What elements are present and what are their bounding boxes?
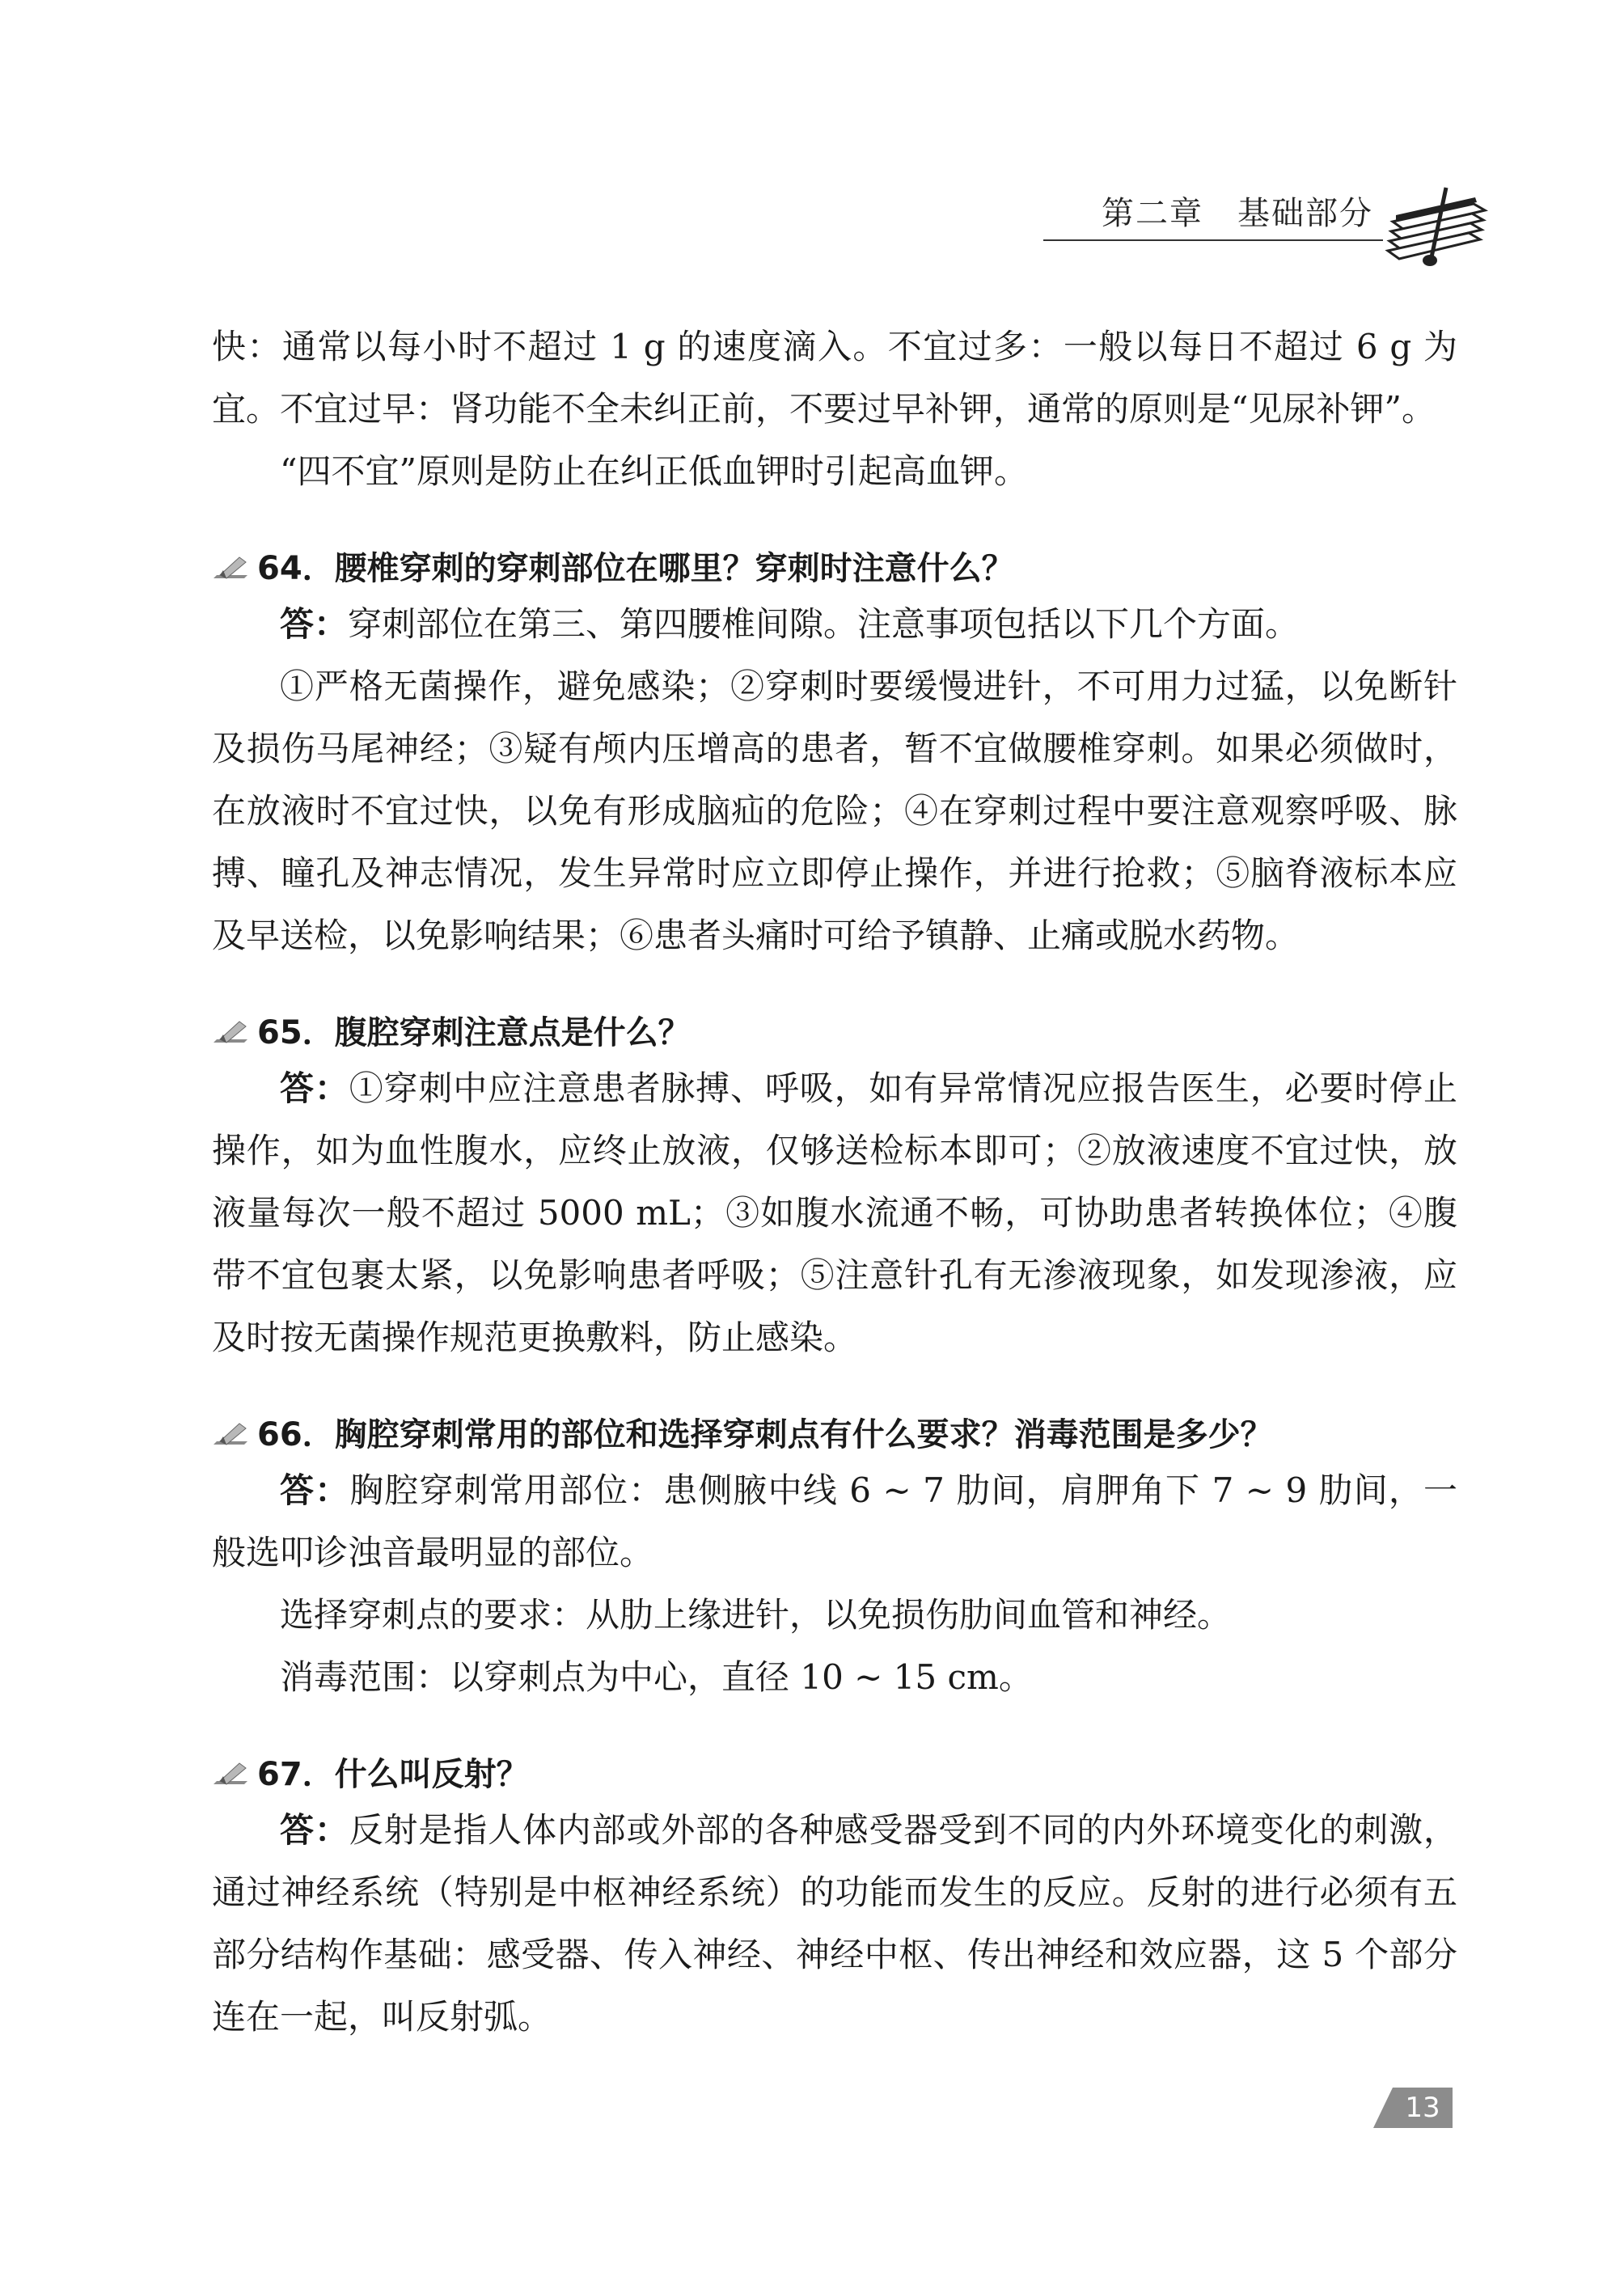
pencil-icon bbox=[212, 1760, 249, 1787]
intro-paragraph: “四不宜”原则是防止在纠正低血钾时引起高血钾。 bbox=[280, 451, 1028, 491]
answer-label: 答： bbox=[280, 1068, 349, 1108]
question-title: 64．腰椎穿刺的穿刺部位在哪里？穿刺时注意什么？ bbox=[257, 550, 1014, 587]
answer-paragraph: ①严格无菌操作，避免感染；②穿刺时要缓慢进针，不可用力过猛，以免断针及损伤马尾神经；③疑有颅内压增高的患者，暂不宜做腰椎穿刺。如果必须做时，在放液时不宜过快，以免有形成脑疝的危险；④在穿刺过程中要注意观察呼吸、脉搏、瞳孔及神志情况，发生异常时应立即停止操作，并进行抢救；⑤脑脊液标本应及早送检，以免影响结果；⑥患者头痛时可给予镇静、止痛或脱水药物。 bbox=[212, 666, 1457, 955]
question-heading bbox=[212, 1750, 1457, 1799]
page-number: 13 bbox=[1405, 2092, 1440, 2124]
question-heading bbox=[212, 1411, 1457, 1459]
question-heading bbox=[212, 544, 1457, 593]
answer-paragraph bbox=[212, 593, 1457, 655]
answer-paragraph bbox=[212, 1459, 1457, 1584]
answer-label: 答： bbox=[280, 604, 349, 644]
running-header bbox=[1043, 183, 1383, 241]
answer-label: 答： bbox=[280, 1470, 350, 1510]
answer-text: ①穿刺中应注意患者脉搏、呼吸，如有异常情况应报告医生，必要时停止操作，如为血性腹水，应终止放液，仅够送检标本即可；②放液速度不宜过快，放液量每次一般不超过 5000 mL；③如腹水流通不畅，可协助患者转换体位；④腹带不宜包裹太紧，以免影响患者呼吸；⑤注意针孔有无渗液现象，如发现渗液，应及时按无菌操作规范更换敷料，防止感染。 bbox=[212, 1068, 1457, 1357]
book-logo-icon bbox=[1385, 180, 1490, 269]
answer-paragraph bbox=[212, 1057, 1457, 1369]
answer-paragraph: 消毒范围：以穿刺点为中心，直径 10 ~ 15 cm。 bbox=[280, 1657, 1033, 1697]
question-heading bbox=[212, 1009, 1457, 1057]
answer-paragraph: 选择穿刺点的要求：从肋上缘进针，以免损伤肋间血管和神经。 bbox=[280, 1595, 1232, 1635]
pencil-icon bbox=[212, 1420, 249, 1448]
question-title: 66．胸腔穿刺常用的部位和选择穿刺点有什么要求？消毒范围是多少？ bbox=[257, 1416, 1273, 1453]
page-number-badge bbox=[1373, 2088, 1453, 2128]
answer-label: 答： bbox=[280, 1810, 349, 1850]
answer-paragraph bbox=[212, 1799, 1457, 2048]
answer-text: 反射是指人体内部或外部的各种感受器受到不同的内外环境变化的刺激，通过神经系统（特别是中枢神经系统）的功能而发生的反应。反射的进行必须有五部分结构作基础：感受器、传入神经、神经中枢、传出神经和效应器，这 5 个部分连在一起，叫反射弧。 bbox=[212, 1810, 1457, 2037]
intro-paragraph: 快：通常以每小时不超过 1 g 的速度滴入。不宜过多：一般以每日不超过 6 g 为宜。不宜过早：肾功能不全未纠正前，不要过早补钾，通常的原则是“见尿补钾”。 bbox=[212, 327, 1457, 429]
header-rule bbox=[1043, 239, 1383, 241]
page-content bbox=[212, 315, 1457, 2048]
pencil-icon bbox=[212, 554, 249, 582]
pencil-icon bbox=[212, 1018, 249, 1046]
chapter-title: 第二章 基础部分 bbox=[1102, 195, 1373, 232]
question-title: 65．腹腔穿刺注意点是什么？ bbox=[257, 1014, 691, 1051]
answer-text: 穿刺部位在第三、第四腰椎间隙。注意事项包括以下几个方面。 bbox=[348, 604, 1300, 644]
question-title: 67．什么叫反射？ bbox=[257, 1756, 529, 1793]
answer-text: 胸腔穿刺常用部位：患侧腋中线 6 ~ 7 肋间，肩胛角下 7 ~ 9 肋间，一般选叩诊浊音最明显的部位。 bbox=[212, 1470, 1457, 1572]
